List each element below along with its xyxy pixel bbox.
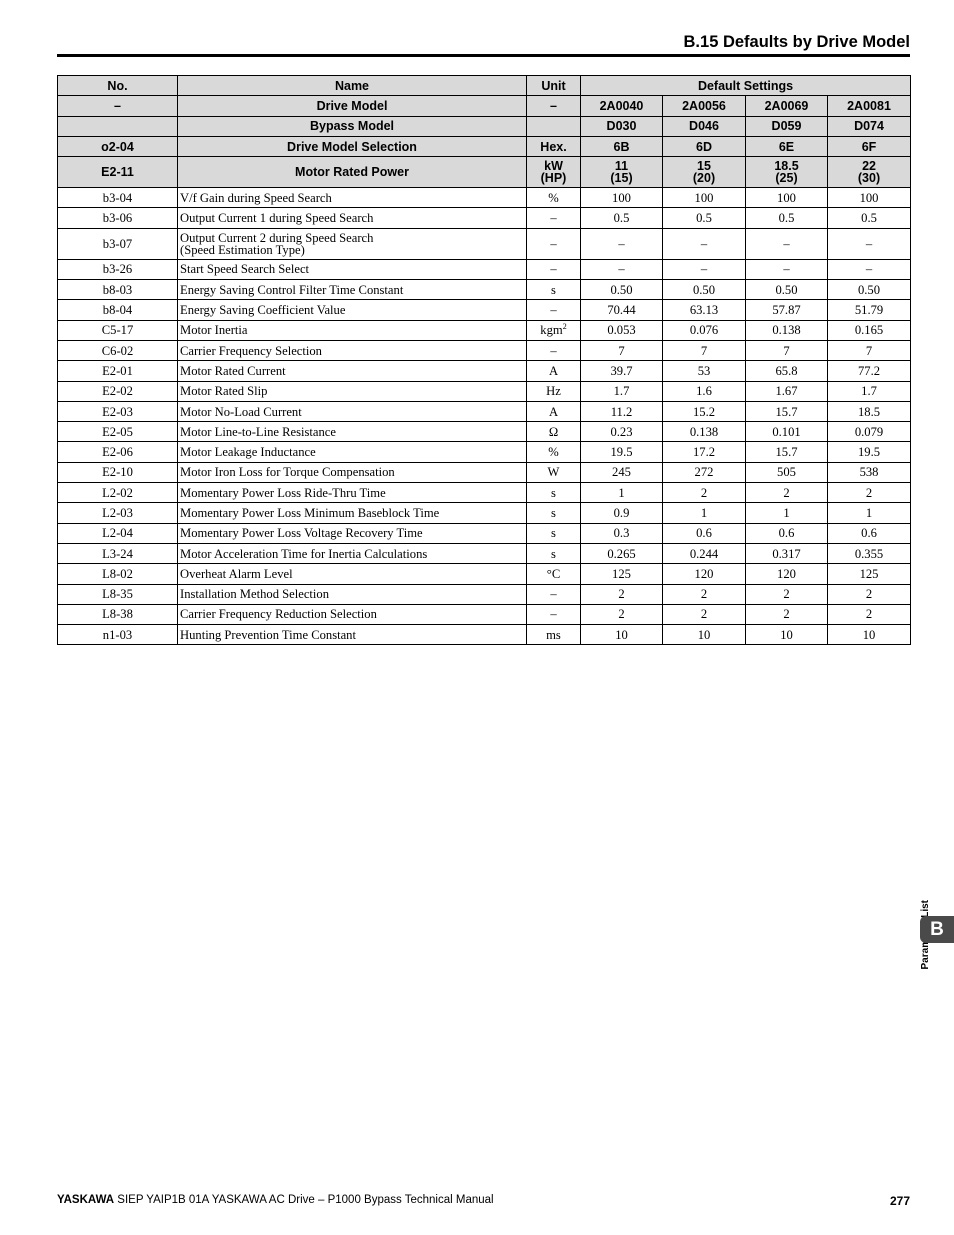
cell-line-2: (30) (857, 171, 881, 186)
param-value: 2 (828, 604, 911, 624)
header-name: Drive Model (178, 96, 527, 116)
param-no: L8-02 (58, 564, 178, 584)
param-unit: – (527, 228, 581, 259)
param-value: – (746, 228, 828, 259)
param-unit: – (527, 259, 581, 279)
param-value: 0.138 (746, 320, 828, 340)
param-value: 7 (746, 340, 828, 360)
param-name: Momentary Power Loss Ride-Thru Time (178, 483, 527, 503)
table-row (58, 361, 911, 381)
param-no: L3-24 (58, 543, 178, 563)
param-unit: ms (527, 625, 581, 645)
param-name: Carrier Frequency Selection (178, 340, 527, 360)
param-no: L2-02 (58, 483, 178, 503)
param-value: 1 (828, 503, 911, 523)
param-no: E2-05 (58, 422, 178, 442)
param-no: E2-10 (58, 462, 178, 482)
param-value: 2 (663, 483, 746, 503)
param-no: C6-02 (58, 340, 178, 360)
param-value: 0.244 (663, 543, 746, 563)
table-row (58, 442, 911, 462)
cell-line-2: (HP) (540, 171, 567, 186)
footer-manual-title: SIEP YAIP1B 01A YASKAWA AC Drive – P1000 Bypass Technical Manual (114, 1194, 494, 1206)
header-value: D046 (663, 116, 746, 136)
table-row (58, 280, 911, 300)
header-value: D074 (828, 116, 911, 136)
header-value (581, 157, 663, 188)
param-unit: – (527, 208, 581, 228)
param-value: 2 (746, 584, 828, 604)
param-value: 10 (828, 625, 911, 645)
param-value: 0.6 (746, 523, 828, 543)
cell-line-1: Output Current 2 during Speed Search (180, 230, 374, 245)
param-value: 120 (663, 564, 746, 584)
param-value: 15.2 (663, 401, 746, 421)
param-unit: A (527, 361, 581, 381)
param-value: 0.076 (663, 320, 746, 340)
param-name: Carrier Frequency Reduction Selection (178, 604, 527, 624)
param-value: 125 (828, 564, 911, 584)
header-unit: – (527, 96, 581, 116)
param-value: 0.5 (663, 208, 746, 228)
header-no: – (58, 96, 178, 116)
footer-brand: YASKAWA (57, 1194, 115, 1206)
param-no: E2-06 (58, 442, 178, 462)
table-row (58, 462, 911, 482)
param-value: 0.3 (581, 523, 663, 543)
table-header-row (58, 157, 911, 188)
param-unit: A (527, 401, 581, 421)
param-value: 7 (663, 340, 746, 360)
table-row (58, 401, 911, 421)
param-value: 245 (581, 462, 663, 482)
table-header-row (58, 116, 911, 136)
header-value: 6E (746, 136, 828, 156)
param-unit: Hz (527, 381, 581, 401)
appendix-tab: B (920, 916, 954, 943)
table-row (58, 483, 911, 503)
param-name: Motor No-Load Current (178, 401, 527, 421)
header-value (746, 157, 828, 188)
param-value: 39.7 (581, 361, 663, 381)
cell-line-1: 18.5 (774, 159, 799, 174)
param-value: 120 (746, 564, 828, 584)
header-value (828, 157, 911, 188)
table-row (58, 523, 911, 543)
param-value: – (663, 259, 746, 279)
param-name: Energy Saving Coefficient Value (178, 300, 527, 320)
header-no (58, 116, 178, 136)
param-name: Start Speed Search Select (178, 259, 527, 279)
header-no: E2-11 (58, 157, 178, 188)
param-name: Hunting Prevention Time Constant (178, 625, 527, 645)
param-value: 0.5 (746, 208, 828, 228)
param-value: 0.101 (746, 422, 828, 442)
param-value: 0.6 (663, 523, 746, 543)
table-row (58, 625, 911, 645)
param-no: L2-04 (58, 523, 178, 543)
cell-line-2: (15) (610, 171, 633, 186)
param-value: – (663, 228, 746, 259)
cell-line-2: (Speed Estimation Type) (180, 242, 305, 257)
header-rule (57, 54, 910, 57)
param-no: b3-04 (58, 188, 178, 208)
header-value: 6B (581, 136, 663, 156)
cell-line-1: 11 (614, 159, 629, 174)
table-header-row (58, 76, 911, 96)
table-row (58, 300, 911, 320)
param-no: b3-26 (58, 259, 178, 279)
param-value: 53 (663, 361, 746, 381)
param-value: 57.87 (746, 300, 828, 320)
header-value: 6D (663, 136, 746, 156)
param-unit: s (527, 543, 581, 563)
param-unit: s (527, 280, 581, 300)
param-value: 19.5 (581, 442, 663, 462)
param-value: 538 (828, 462, 911, 482)
table-row (58, 422, 911, 442)
param-name: Motor Iron Loss for Torque Compensation (178, 462, 527, 482)
param-unit (527, 320, 581, 340)
param-name: Installation Method Selection (178, 584, 527, 604)
header-no: o2-04 (58, 136, 178, 156)
header-value: 2A0056 (663, 96, 746, 116)
param-unit: s (527, 523, 581, 543)
table-row (58, 543, 911, 563)
param-no: n1-03 (58, 625, 178, 645)
param-value: 0.9 (581, 503, 663, 523)
section-title: B.15 Defaults by Drive Model (683, 33, 910, 51)
param-value: 10 (746, 625, 828, 645)
param-value: 2 (828, 483, 911, 503)
param-value: 100 (663, 188, 746, 208)
param-value: 18.5 (828, 401, 911, 421)
param-value: 2 (581, 604, 663, 624)
param-value: – (581, 228, 663, 259)
cell-line-2: (20) (692, 171, 716, 186)
param-value: 272 (663, 462, 746, 482)
param-value: 0.079 (828, 422, 911, 442)
unit-superscript: 2 (562, 322, 567, 332)
table-row (58, 208, 911, 228)
param-unit: s (527, 503, 581, 523)
param-value: 0.5 (581, 208, 663, 228)
param-name: Overheat Alarm Level (178, 564, 527, 584)
param-value: 51.79 (828, 300, 911, 320)
param-name: Momentary Power Loss Minimum Baseblock Time (178, 503, 527, 523)
header-default-settings: Default Settings (581, 76, 911, 96)
table-row (58, 259, 911, 279)
header-name: Bypass Model (178, 116, 527, 136)
param-value: 125 (581, 564, 663, 584)
param-value: 1 (746, 503, 828, 523)
param-no: E2-02 (58, 381, 178, 401)
table-row (58, 503, 911, 523)
param-unit: – (527, 604, 581, 624)
param-unit: – (527, 340, 581, 360)
cell-line-1: kW (544, 159, 563, 174)
param-value: 15.7 (746, 442, 828, 462)
param-value: 2 (746, 483, 828, 503)
param-no: b3-06 (58, 208, 178, 228)
param-value: 7 (828, 340, 911, 360)
table-row (58, 564, 911, 584)
table-row (58, 584, 911, 604)
param-value: 10 (663, 625, 746, 645)
param-value: 70.44 (581, 300, 663, 320)
header-value: D030 (581, 116, 663, 136)
table-row (58, 604, 911, 624)
param-value: 100 (581, 188, 663, 208)
param-value: 0.165 (828, 320, 911, 340)
header-no: No. (58, 76, 178, 96)
param-unit: W (527, 462, 581, 482)
param-value: 0.50 (828, 280, 911, 300)
header-value: 2A0040 (581, 96, 663, 116)
param-value: 0.317 (746, 543, 828, 563)
param-value: 1.7 (581, 381, 663, 401)
param-name: Output Current 1 during Speed Search (178, 208, 527, 228)
header-name: Drive Model Selection (178, 136, 527, 156)
param-unit: – (527, 300, 581, 320)
param-unit: °C (527, 564, 581, 584)
param-value: 0.23 (581, 422, 663, 442)
param-no: E2-03 (58, 401, 178, 421)
param-unit: – (527, 584, 581, 604)
unit-base: kgm (540, 323, 563, 338)
table-row (58, 381, 911, 401)
param-value: 65.8 (746, 361, 828, 381)
param-value: – (828, 259, 911, 279)
param-no: b8-03 (58, 280, 178, 300)
header-value: 2A0069 (746, 96, 828, 116)
side-section-label (920, 900, 934, 990)
param-no: b3-07 (58, 228, 178, 259)
param-name: Motor Line-to-Line Resistance (178, 422, 527, 442)
param-value: 0.50 (746, 280, 828, 300)
param-name: Motor Leakage Inductance (178, 442, 527, 462)
param-value: 15.7 (746, 401, 828, 421)
param-value: 0.355 (828, 543, 911, 563)
cell-line-1: 15 (697, 159, 711, 174)
param-no: L2-03 (58, 503, 178, 523)
param-value: 0.265 (581, 543, 663, 563)
param-no: C5-17 (58, 320, 178, 340)
header-value (663, 157, 746, 188)
param-no: b8-04 (58, 300, 178, 320)
param-unit: Ω (527, 422, 581, 442)
param-name: Energy Saving Control Filter Time Constant (178, 280, 527, 300)
header-value: 2A0081 (828, 96, 911, 116)
param-value: – (828, 228, 911, 259)
param-name: Motor Rated Slip (178, 381, 527, 401)
param-no: L8-38 (58, 604, 178, 624)
table-header-row (58, 96, 911, 116)
param-no: L8-35 (58, 584, 178, 604)
header-unit (527, 157, 581, 188)
table-row (58, 320, 911, 340)
param-value: 17.2 (663, 442, 746, 462)
table-row (58, 188, 911, 208)
param-value: – (581, 259, 663, 279)
header-name: Name (178, 76, 527, 96)
header-unit: Unit (527, 76, 581, 96)
param-value: 0.053 (581, 320, 663, 340)
param-name (178, 228, 527, 259)
param-unit: % (527, 188, 581, 208)
param-value: 77.2 (828, 361, 911, 381)
param-value: 7 (581, 340, 663, 360)
header-unit: Hex. (527, 136, 581, 156)
footer-text (57, 1194, 494, 1206)
param-value: 19.5 (828, 442, 911, 462)
header-value: D059 (746, 116, 828, 136)
param-value: 0.6 (828, 523, 911, 543)
cell-line-2: (25) (775, 171, 798, 186)
param-value: 1.67 (746, 381, 828, 401)
cell-line-1: 22 (862, 159, 876, 174)
param-value: 0.5 (828, 208, 911, 228)
param-name: Momentary Power Loss Voltage Recovery Time (178, 523, 527, 543)
table-row (58, 340, 911, 360)
param-value: 0.50 (663, 280, 746, 300)
param-value: 2 (663, 584, 746, 604)
param-value: 0.138 (663, 422, 746, 442)
param-value: 2 (746, 604, 828, 624)
table-header-row (58, 136, 911, 156)
param-name: Motor Rated Current (178, 361, 527, 381)
param-value: 1.6 (663, 381, 746, 401)
param-value: 2 (828, 584, 911, 604)
param-value: 100 (746, 188, 828, 208)
header-value: 6F (828, 136, 911, 156)
param-value: 1.7 (828, 381, 911, 401)
param-value: 63.13 (663, 300, 746, 320)
param-value: 100 (828, 188, 911, 208)
param-name: V/f Gain during Speed Search (178, 188, 527, 208)
param-value: 0.50 (581, 280, 663, 300)
param-unit: s (527, 483, 581, 503)
param-no: E2-01 (58, 361, 178, 381)
header-name: Motor Rated Power (178, 157, 527, 188)
param-name: Motor Acceleration Time for Inertia Calculations (178, 543, 527, 563)
param-value: 1 (581, 483, 663, 503)
header-unit (527, 116, 581, 136)
param-value: 10 (581, 625, 663, 645)
param-name: Motor Inertia (178, 320, 527, 340)
param-value: 2 (663, 604, 746, 624)
param-value: 505 (746, 462, 828, 482)
param-value: – (746, 259, 828, 279)
param-value: 1 (663, 503, 746, 523)
defaults-table (57, 75, 911, 645)
param-value: 11.2 (581, 401, 663, 421)
table-row (58, 228, 911, 259)
param-unit: % (527, 442, 581, 462)
page-number: 277 (889, 1194, 910, 1208)
param-value: 2 (581, 584, 663, 604)
